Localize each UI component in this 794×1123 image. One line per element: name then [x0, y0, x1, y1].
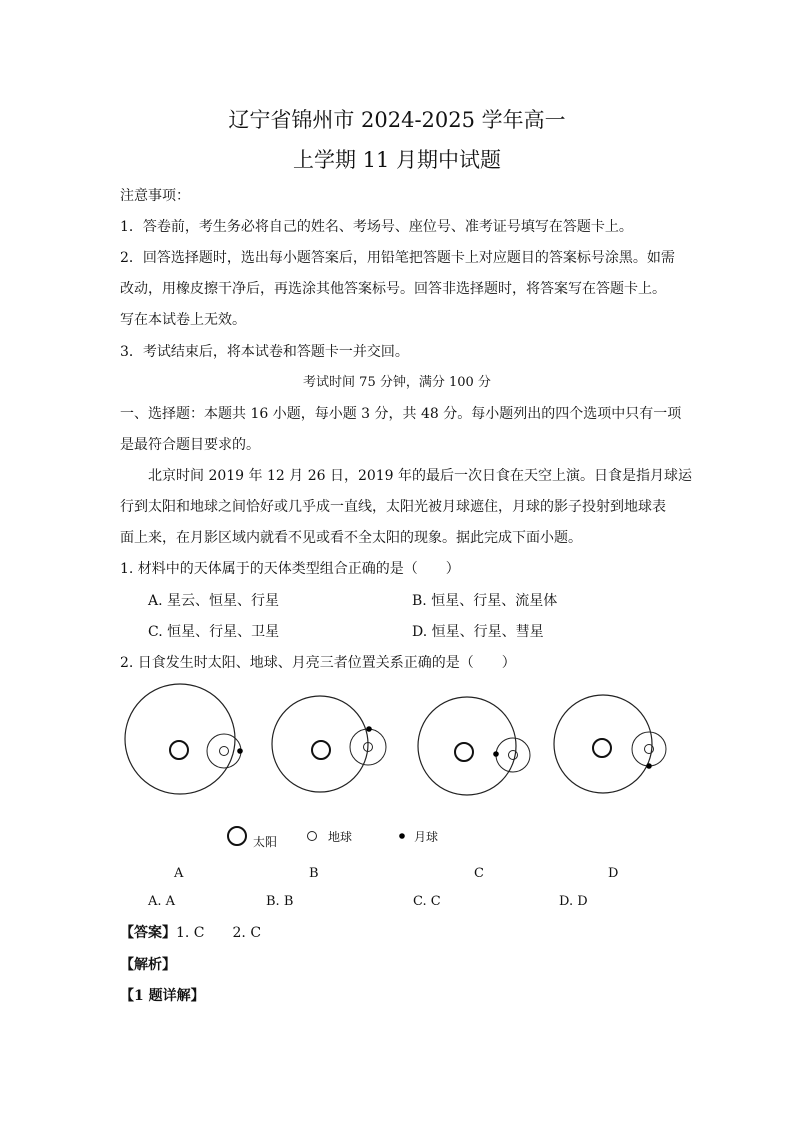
diagram-label-b: B	[309, 866, 319, 881]
earth-orbit-c	[418, 697, 516, 795]
question-1-option-c: C. 恒星、行星、卫星	[148, 624, 280, 640]
diagram-label-c: C	[474, 866, 484, 881]
diagram-c	[418, 697, 530, 795]
diagram-b	[272, 696, 386, 792]
question-1-option-b: B. 恒星、行星、流星体	[412, 593, 558, 609]
moon-a	[237, 748, 243, 754]
moon-c	[493, 751, 499, 757]
sun-c	[455, 743, 473, 761]
passage-line-1: 北京时间 2019 年 12 月 26 日，2019 年的最后一次日食在天空上演。日食是指月球运	[148, 468, 693, 484]
notice-item-2: 2．回答选择题时，选出每小题答案后，用铅笔把答题卡上对应题目的答案标号涂黑。如需	[120, 250, 675, 266]
earth-orbit-a	[125, 684, 235, 794]
notice-heading: 注意事项：	[120, 188, 190, 204]
section-1-heading-cont: 是最符合题目要求的。	[120, 437, 260, 453]
question-2-stem: 2. 日食发生时太阳、地球、月亮三者位置关系正确的是（ ）	[120, 655, 516, 671]
moon-orbit-c	[496, 738, 530, 772]
answer-line	[120, 923, 261, 943]
passage-line-2: 行到太阳和地球之间恰好或几乎成一直线，太阳光被月球遮住，月球的影子投射到地球表	[120, 499, 666, 515]
notice-item-2-cont: 改动，用橡皮擦干净后，再选涂其他答案标号。回答非选择题时，将答案写在答题卡上。	[120, 281, 666, 297]
diagram-d	[554, 695, 666, 793]
legend	[228, 827, 438, 849]
exam-info: 考试时间 75 分钟，满分 100 分	[303, 375, 491, 390]
legend-earth-label: 地球	[328, 830, 353, 844]
analysis-label: 【解析】	[120, 957, 176, 973]
notice-item-3: 3．考试结束后，将本试卷和答题卡一并交回。	[120, 344, 409, 360]
diagram-label-d: D	[608, 866, 619, 881]
sun-a	[170, 741, 188, 759]
moon-orbit-a	[207, 734, 241, 768]
question-1-stem: 1. 材料中的天体属于的天体类型组合正确的是（ ）	[120, 561, 460, 577]
question-2-option-b: B. B	[266, 894, 294, 909]
sun-d	[593, 739, 611, 757]
earth-orbit-b	[272, 696, 368, 792]
question-2-option-a: A. A	[148, 894, 176, 909]
legend-sun-label: 太阳	[253, 835, 278, 849]
earth-c	[509, 751, 518, 760]
question-1-option-d: D. 恒星、行星、彗星	[412, 624, 544, 640]
section-1-heading: 一、选择题：本题共 16 小题，每小题 3 分，共 48 分。每小题列出的四个选项中只有一项	[120, 406, 682, 422]
title-line-2: 上学期 11 月期中试题	[292, 148, 502, 172]
question-2-option-c: C. C	[413, 894, 441, 909]
question-2-option-d: D. D	[559, 894, 588, 909]
notice-item-1: 1．答卷前，考生务必将自己的姓名、考场号、座位号、准考证号填写在答题卡上。	[120, 219, 633, 235]
title-line-1: 辽宁省锦州市 2024-2025 学年高一	[228, 108, 566, 132]
earth-orbit-d	[554, 695, 652, 793]
legend-moon-label: 月球	[414, 830, 439, 844]
moon-b	[366, 726, 372, 732]
diagram-a	[125, 684, 243, 794]
answer-label: 【答案】	[120, 925, 176, 941]
answer-text: 1. C 2. C	[176, 925, 262, 941]
diagram-label-a: A	[174, 866, 184, 881]
legend-earth-icon	[308, 832, 317, 841]
question-1-option-a: A. 星云、恒星、行星	[148, 593, 280, 609]
sun-b	[312, 741, 330, 759]
legend-moon-icon	[399, 833, 405, 839]
legend-sun-icon	[228, 827, 246, 845]
detail-label: 【1 题详解】	[120, 988, 205, 1004]
moon-d	[646, 763, 652, 769]
earth-a	[220, 747, 229, 756]
passage-line-3: 面上来，在月影区域内就看不见或看不全太阳的现象。据此完成下面小题。	[120, 530, 582, 546]
notice-item-2-cont2: 写在本试卷上无效。	[120, 312, 246, 328]
